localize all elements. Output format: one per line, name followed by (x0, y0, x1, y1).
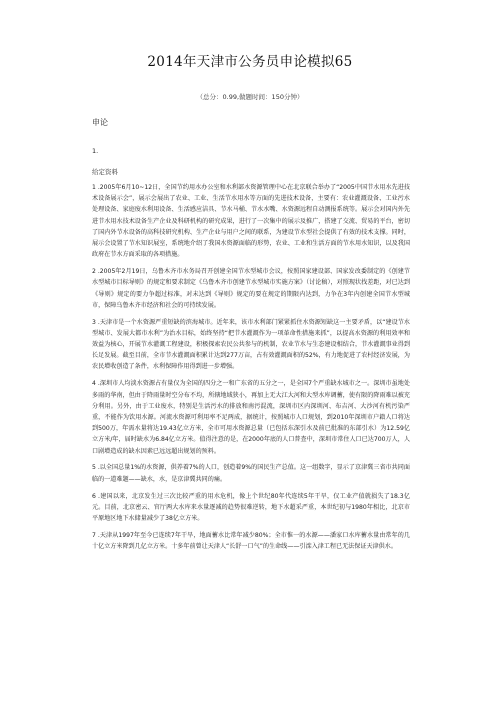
paragraph-1: 1 .2005年6月10~12日，全国节约用水办公室和水利部水资源管理中心在北京联合举办了“2005中国节水用水先进技术设备展示会”，展示会展出了农业、工业、生活节水用水等方面的先进技术设备，主要有：农业灌溉设备、工业污水处理设备、家庭废水利用设备、生活感应洁具、节水马桶、节水水嘴、水资源远程自动测报系统等。展示会对国内外先进节水用水技术设备生产企业及科研机构的研究成果，进行了一次集中的展示及推广，搭建了交流、贸易的平台，密切了国内外节水设备的高科技研究机构、生产企业与用户之间的联系，为建设节水型社会提供了有效的技术支撑。同时，展示会设置了节水知识展室，系统地介绍了我国水资源面临的形势，农业、工业和生活方面的节水用水知识，以及我国政府在节水方面采取的各项措施。 (92, 184, 410, 259)
material-paragraphs (92, 182, 410, 558)
section-heading: 申论 (92, 118, 108, 127)
material-label: 给定资料 (92, 168, 118, 176)
paragraph-4: 4 .深圳市人均淡水资源占有量仅为全国的四分之一和广东省的五分之一，是全国7个严重缺水城市之一。深圳市虽地处多雨的华南，但由于降雨量时空分布不均，所辖地域狭小，再加上无大江大河和大型水库调蓄，使有限的降雨难以被充分利用。另外，由于工业废水，特别是生活污水的排放和南污混流，深圳市区内深圳河、布吉河、大沙河有机污染严重，不能作为饮用水源。河流水资源可利用率不足两成，据统计，按照城市人口规划，到2010年深圳市户籍人口将达到500万，年需水量将达19.43亿立方米，全市可用水资源总量（已包括东深引水及前已批准的东部引水）为12.59亿立方米/年，届时缺水为6.84亿立方米。值得注意的是，在2000年底的人口普查中，深圳市常住人口已达700万人，人口剧增造成的缺水因素已远远超出规划的预料。 (92, 380, 410, 455)
document-title: 2014年天津市公务员申论模拟65 (147, 54, 353, 70)
paragraph-2: 2 .2005年2月19日，乌鲁木齐市水务局召开创建全国节水型城市会议，按照国家建设部、国家发改委制定的《创建节水型城市目标导则》的规定和要求制定《乌鲁木齐市创建节水型城市实施方案》（讨论稿），对照现状找差距，对已达到《导则》规定的要力争超过标准，对未达到《导则》规定的要在规定的期限内达到，力争在3年内创建全国节水型城市，保障乌鲁木齐市经济和社会的可持续发展。 (92, 268, 410, 309)
question-number: 1. (92, 147, 99, 155)
paragraph-6: 6 .建国以来，北京发生过三次比较严重的用水危机，像上个世纪80年代连续5年干旱，仅工业产值就损失了18.3亿元。目前，北京密云、官厅两大水库来水量逐减的趋势很难逆转，地下水超采严重，本世纪初与1980年相比，北京市平原地区地下水储量减少了38亿立方米。 (92, 492, 410, 522)
document-subtitle: （总分：0.99,做题时间：150分钟） (196, 93, 304, 101)
paragraph-3: 3 .天津市是一个水资源严重短缺的滨海城市。近年来，该市水利部门紧紧抓住水资源短缺这一主要矛盾，以“建设节水型城市、发展大都市水利”为治水目标，始终坚持“把节水灌溉作为一项革命性措施来抓”，以提高水资源的利用效率和效益为核心，开展节水灌溉工程建设，积极探索农民公共参与的机制，农业节水与生态建设相结合，节水灌溉事业得到长足发展。截至目前，全市节水灌溉面积累计达到277万亩，占有效灌溉面积的52%，有力地促进了农村经济发展，为农民增收创造了条件，水利保障作用得到进一步增强。 (92, 318, 410, 371)
paragraph-5: 5 .以全国总量1%的水资源，供养着7%的人口，创造着9%的国民生产总值。这一组数字，显示了京津冀三省市共同面临的一道难题——缺水，水，是京津冀共同的痛。 (92, 464, 410, 483)
paragraph-7: 7 .天津从1997年至今已连续7年干旱，地面蓄水比常年减少80%；全市惟一的水源——潘家口水库蓄水量由常年的几十亿立方米降到几亿立方米。十多年前曾让天津人“长舒一口气”的生命线——引滦入津工程已无法保证天津供水。 (92, 531, 410, 551)
